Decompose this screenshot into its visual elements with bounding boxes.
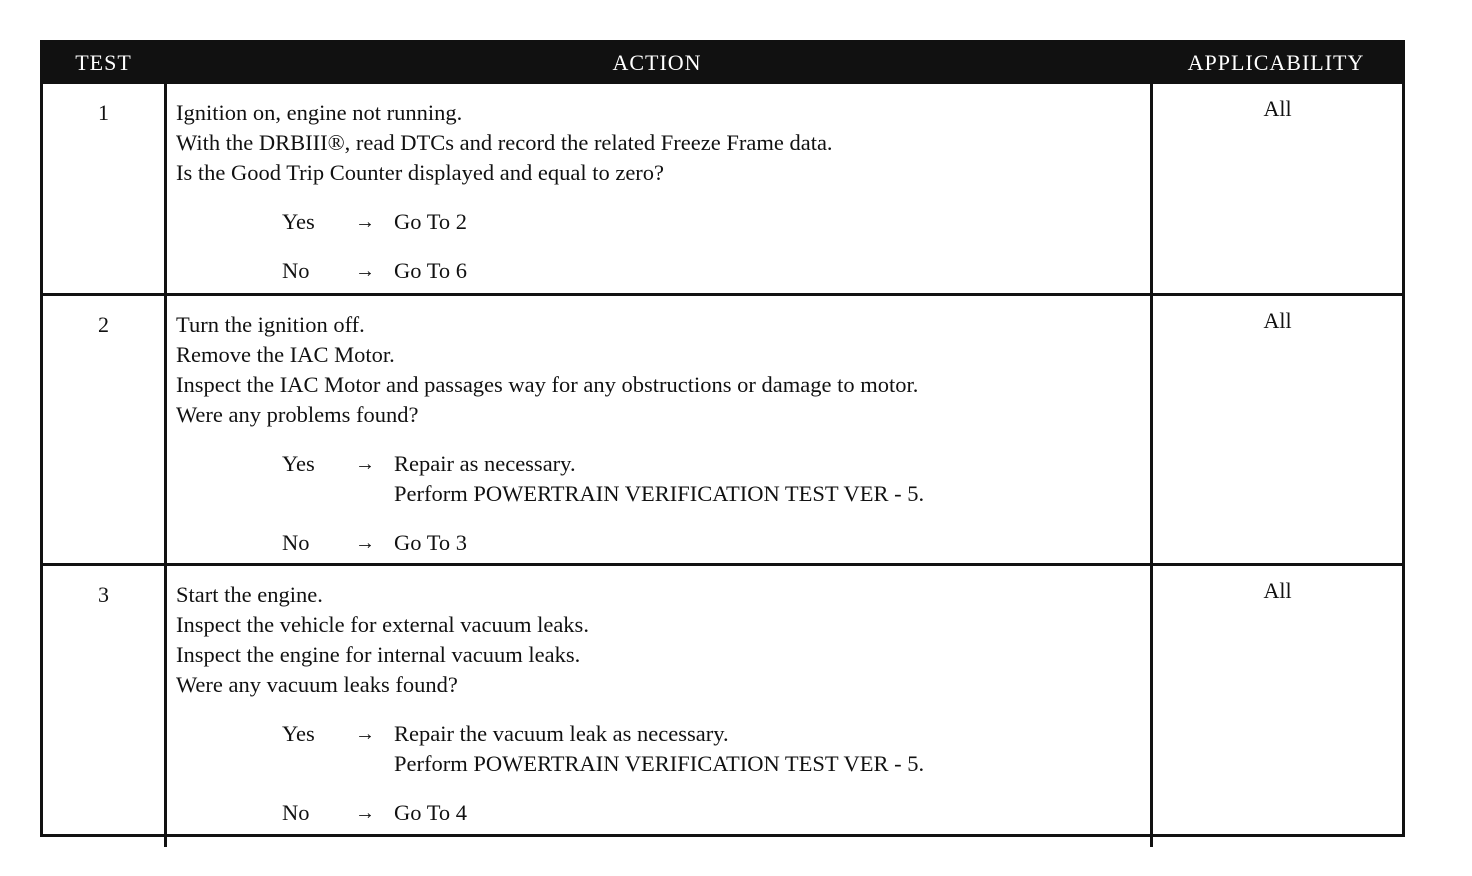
header-applicability: APPLICABILITY xyxy=(1150,43,1402,81)
test-number: 1 xyxy=(43,81,164,293)
action-step: Were any problems found? xyxy=(176,402,419,427)
test-number: 3 xyxy=(43,563,164,847)
answer-label: Yes xyxy=(282,209,315,234)
answer-label: Yes xyxy=(282,451,315,476)
result-options xyxy=(176,207,1150,286)
action-step: Inspect the vehicle for external vacuum leaks. xyxy=(176,612,589,637)
answer-label: No xyxy=(282,530,310,555)
response-line: Repair as necessary. xyxy=(394,451,576,476)
action-cell xyxy=(164,563,1150,847)
action-step: Inspect the engine for internal vacuum leaks. xyxy=(176,642,581,667)
action-step: Is the Good Trip Counter displayed and equal to zero? xyxy=(176,160,665,185)
result-yes xyxy=(282,719,1150,779)
result-yes xyxy=(282,207,1150,237)
response-text xyxy=(394,798,467,828)
right-arrow-icon: → xyxy=(355,802,375,824)
response-text xyxy=(394,207,467,237)
result-no xyxy=(282,798,1150,828)
response-line: Go To 4 xyxy=(394,800,468,825)
action-step: With the DRBIII®, read DTCs and record the related Freeze Frame data. xyxy=(176,130,833,155)
action-step: Remove the IAC Motor. xyxy=(176,342,395,367)
response-line: Go To 6 xyxy=(394,258,468,283)
response-text xyxy=(394,719,924,779)
result-yes xyxy=(282,449,1150,509)
applicability-cell: All xyxy=(1150,81,1402,293)
applicability-cell: All xyxy=(1150,293,1402,563)
diagnostic-test-table xyxy=(40,40,1405,837)
answer-label: No xyxy=(282,800,310,825)
header-test: TEST xyxy=(43,43,164,81)
action-step: Inspect the IAC Motor and passages way for any obstructions or damage to motor. xyxy=(176,372,919,397)
result-no xyxy=(282,528,1150,558)
response-line: Perform POWERTRAIN VERIFICATION TEST VER - 5. xyxy=(394,481,925,506)
right-arrow-icon: → xyxy=(355,211,375,233)
action-step: Start the engine. xyxy=(176,582,323,607)
right-arrow-icon: → xyxy=(355,260,375,282)
action-cell xyxy=(164,293,1150,563)
response-text xyxy=(394,449,924,509)
response-line: Perform POWERTRAIN VERIFICATION TEST VER - 5. xyxy=(394,751,925,776)
response-line: Repair the vacuum leak as necessary. xyxy=(394,721,729,746)
action-step: Were any vacuum leaks found? xyxy=(176,672,458,697)
response-line: Go To 3 xyxy=(394,530,468,555)
test-number: 2 xyxy=(43,293,164,563)
right-arrow-icon: → xyxy=(355,453,375,475)
answer-label: Yes xyxy=(282,721,315,746)
header-action: ACTION xyxy=(164,43,1150,81)
action-step: Turn the ignition off. xyxy=(176,312,365,337)
result-options xyxy=(176,719,1150,828)
result-options xyxy=(176,449,1150,558)
result-no xyxy=(282,256,1150,286)
right-arrow-icon: → xyxy=(355,532,375,554)
applicability-cell: All xyxy=(1150,563,1402,847)
action-cell xyxy=(164,81,1150,293)
response-text xyxy=(394,528,467,558)
response-line: Go To 2 xyxy=(394,209,468,234)
response-text xyxy=(394,256,467,286)
action-step: Ignition on, engine not running. xyxy=(176,100,463,125)
right-arrow-icon: → xyxy=(355,723,375,745)
answer-label: No xyxy=(282,258,310,283)
